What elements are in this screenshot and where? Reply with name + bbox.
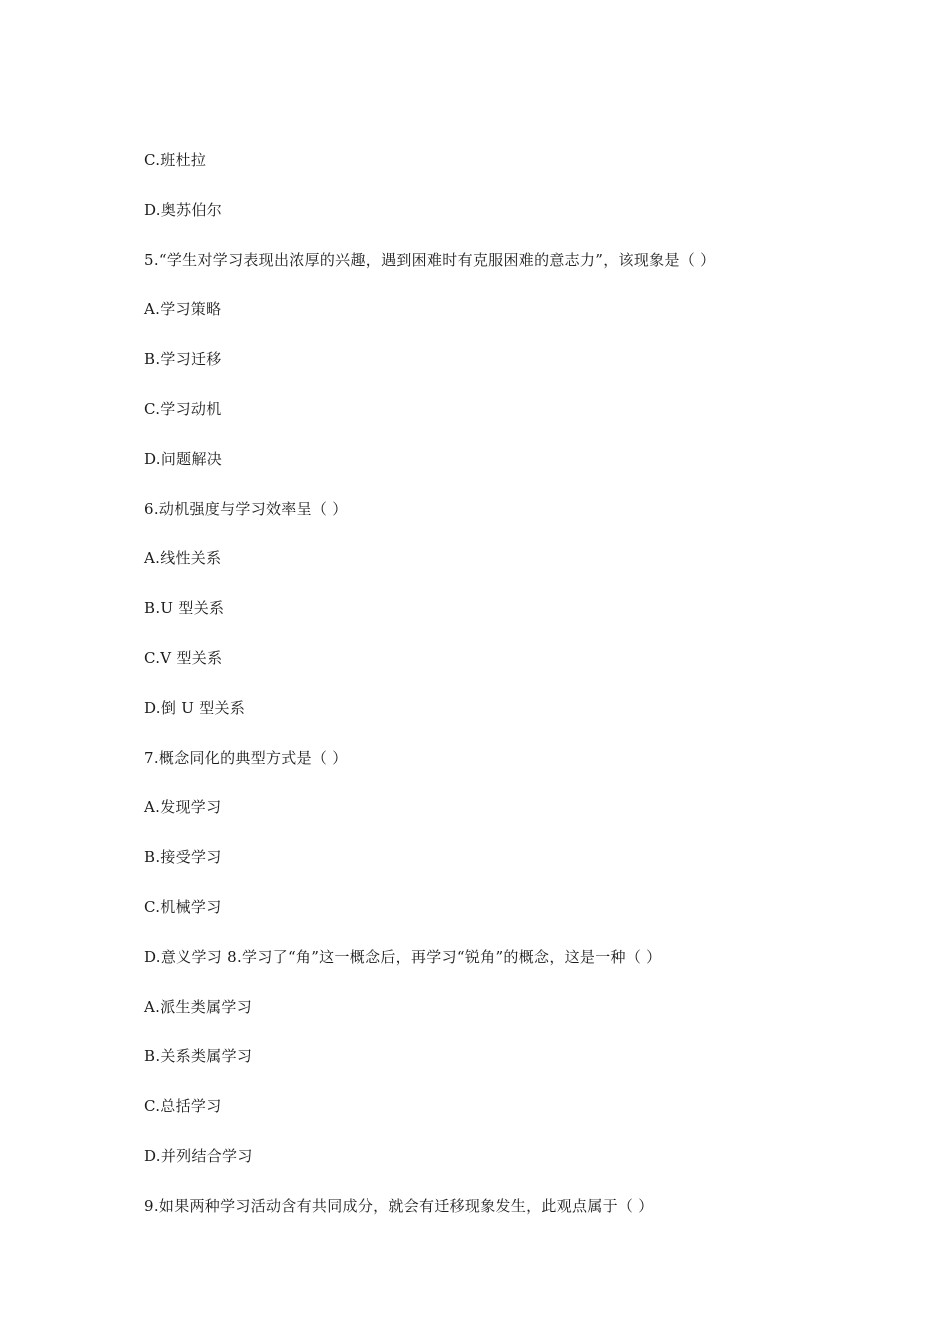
question-5-option-c: C.学习动机 [144, 399, 222, 418]
question-8-option-d: D.并列结合学习 [144, 1146, 253, 1165]
question-5-option-d: D.问题解决 [144, 449, 223, 468]
question-5-option-b: B.学习迁移 [144, 350, 222, 369]
question-6-option-a: A.线性关系 [144, 549, 222, 568]
question-7: 7.概念同化的典型方式是（ ） [144, 748, 348, 767]
question-5: 5.“学生对学习表现出浓厚的兴趣，遇到困难时有克服困难的意志力”，该现象是（ ） [144, 250, 716, 269]
question-list [144, 148, 844, 1244]
option-d-ausubel: D.奥苏伯尔 [144, 200, 223, 219]
option-c-bandura: C.班杜拉 [144, 151, 207, 169]
question-8-option-c: C.总括学习 [144, 1097, 222, 1116]
question-8-option-b: B.关系类属学习 [144, 1047, 253, 1066]
question-6-option-c: C.V 型关系 [144, 648, 223, 667]
question-7-option-a: A.发现学习 [144, 798, 222, 817]
question-6-option-d: D.倒 U 型关系 [144, 698, 246, 717]
question-8-option-a: A.派生类属学习 [144, 997, 253, 1016]
question-7-option-c: C.机械学习 [144, 897, 222, 916]
question-9: 9.如果两种学习活动含有共同成分，就会有迁移现象发生，此观点属于（ ） [144, 1196, 654, 1215]
question-7-option-b: B.接受学习 [144, 848, 222, 867]
question-7-option-d-and-question-8: D.意义学习 8.学习了“角”这一概念后，再学习“锐角”的概念，这是一种（ ） [144, 947, 662, 966]
question-5-option-a: A.学习策略 [144, 300, 222, 319]
question-6-option-b: B.U 型关系 [144, 599, 225, 618]
question-6: 6.动机强度与学习效率呈（ ） [144, 499, 348, 518]
